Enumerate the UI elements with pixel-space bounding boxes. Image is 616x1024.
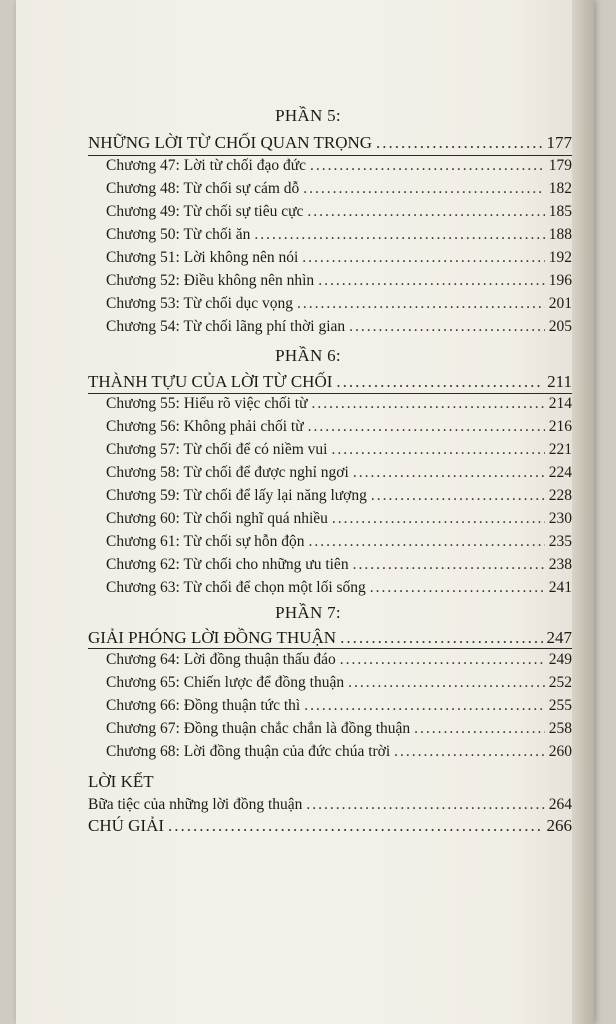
chapter-page-number: 224 — [548, 464, 572, 481]
section-title: THÀNH TỰU CỦA LỜI TỪ CHỐI — [88, 372, 333, 391]
chapter-page-number: 214 — [548, 395, 572, 412]
page-edge — [572, 0, 594, 1024]
toc-entry-ch49[interactable] — [106, 203, 572, 221]
chapter-label: Chương 60: Từ chối nghĩ quá nhiều — [106, 510, 328, 527]
chapter-page-number: 182 — [548, 180, 572, 197]
leader-dots — [297, 295, 545, 313]
section-part-7[interactable] — [88, 628, 572, 648]
section-rule — [88, 155, 572, 156]
section-rule — [88, 648, 572, 649]
chapter-page-number: 192 — [548, 249, 572, 266]
chapter-label: Chương 54: Từ chối lãng phí thời gian — [106, 318, 346, 335]
section-page-number: 177 — [546, 133, 572, 152]
notes-page-number: 266 — [546, 816, 572, 835]
leader-dots — [254, 226, 544, 244]
chapter-label: Chương 52: Điều không nên nhìn — [106, 272, 315, 289]
toc-entry-ch64[interactable] — [106, 651, 572, 669]
section-rule — [88, 393, 572, 394]
chapter-page-number: 238 — [548, 556, 572, 573]
leader-dots — [370, 579, 545, 597]
leader-dots — [312, 395, 545, 413]
chapter-page-number: 221 — [548, 441, 572, 458]
leader-dots — [414, 720, 545, 738]
chapter-page-number: 241 — [548, 579, 572, 596]
toc-entry-ch58[interactable] — [106, 464, 572, 482]
toc-entry-ch62[interactable] — [106, 556, 572, 574]
toc-entry-ch60[interactable] — [106, 510, 572, 528]
section-part-5[interactable] — [88, 133, 572, 153]
toc-entry-ch68[interactable] — [106, 743, 572, 761]
chapter-label: Chương 58: Từ chối để được nghỉ ngơi — [106, 464, 349, 481]
toc-entry-ch55[interactable] — [106, 395, 572, 413]
leader-dots — [349, 318, 545, 336]
leader-dots — [310, 157, 545, 175]
chapter-page-number: 235 — [548, 533, 572, 550]
chapter-label: Chương 67: Đồng thuận chắc chắn là đồng thuận — [106, 720, 411, 737]
leader-dots — [332, 510, 545, 528]
chapter-label: Chương 61: Từ chối sự hỗn độn — [106, 533, 305, 550]
toc-entry-ch63[interactable] — [106, 579, 572, 597]
toc-entry-epilogue[interactable] — [88, 796, 572, 814]
chapter-label: Chương 65: Chiến lược để đồng thuận — [106, 674, 345, 691]
chapter-label: Chương 62: Từ chối cho những ưu tiên — [106, 556, 349, 573]
leader-dots — [376, 133, 542, 153]
chapter-page-number: 201 — [548, 295, 572, 312]
chapter-page-number: 252 — [548, 674, 572, 691]
section-page-number: 211 — [547, 372, 572, 391]
toc-entry-ch52[interactable] — [106, 272, 572, 290]
chapter-label: Chương 59: Từ chối để lấy lại năng lượng — [106, 487, 367, 504]
chapter-page-number: 188 — [548, 226, 572, 243]
toc-entry-ch57[interactable] — [106, 441, 572, 459]
chapter-page-number: 228 — [548, 487, 572, 504]
leader-dots — [340, 628, 542, 648]
notes-label: CHÚ GIẢI — [88, 816, 165, 835]
chapter-page-number: 230 — [548, 510, 572, 527]
chapter-page-number: 179 — [548, 157, 572, 174]
leader-dots — [318, 272, 545, 290]
chapter-page-number: 196 — [548, 272, 572, 289]
toc-entry-ch56[interactable] — [106, 418, 572, 436]
leader-dots — [331, 441, 544, 459]
toc-entry-ch66[interactable] — [106, 697, 572, 715]
chapter-page-number: 205 — [548, 318, 572, 335]
chapter-label: Chương 63: Từ chối để chọn một lối sống — [106, 579, 366, 596]
part-6-heading: PHẦN 6: — [275, 346, 341, 365]
chapter-label: Chương 49: Từ chối sự tiêu cực — [106, 203, 304, 220]
leader-dots — [371, 487, 545, 505]
section-page-number: 247 — [546, 628, 572, 647]
chapter-label: Chương 56: Không phải chối từ — [106, 418, 304, 435]
chapter-label: Chương 57: Từ chối để có niềm vui — [106, 441, 328, 458]
chapter-label: Chương 53: Từ chối dục vọng — [106, 295, 294, 312]
chapter-label: Chương 55: Hiểu rõ việc chối từ — [106, 395, 308, 412]
section-title: NHỮNG LỜI TỪ CHỐI QUAN TRỌNG — [88, 133, 373, 152]
leader-dots — [394, 743, 545, 761]
chapter-page-number: 255 — [548, 697, 572, 714]
leader-dots — [353, 464, 545, 482]
leader-dots — [303, 180, 544, 198]
toc-entry-notes[interactable] — [88, 816, 572, 836]
toc-entry-ch61[interactable] — [106, 533, 572, 551]
chapter-label: Chương 64: Lời đồng thuận thấu đáo — [106, 651, 336, 668]
leader-dots — [304, 697, 545, 715]
epilogue-title: LỜI KẾT — [88, 772, 154, 791]
toc-entry-ch47[interactable] — [106, 157, 572, 175]
epilogue-label: Bữa tiệc của những lời đồng thuận — [88, 796, 303, 813]
epilogue-page-number: 264 — [548, 796, 572, 813]
toc-entry-ch48[interactable] — [106, 180, 572, 198]
leader-dots — [168, 816, 542, 836]
chapter-label: Chương 48: Từ chối sự cám dỗ — [106, 180, 300, 197]
chapter-label: Chương 51: Lời không nên nói — [106, 249, 299, 266]
toc-entry-ch67[interactable] — [106, 720, 572, 738]
toc-entry-ch50[interactable] — [106, 226, 572, 244]
leader-dots — [302, 249, 544, 267]
section-title: GIẢI PHÓNG LỜI ĐỒNG THUẬN — [88, 628, 337, 647]
leader-dots — [308, 418, 545, 436]
leader-dots — [348, 674, 545, 692]
chapter-page-number: 258 — [548, 720, 572, 737]
part-7-heading: PHẦN 7: — [275, 603, 341, 622]
chapter-page-number: 216 — [548, 418, 572, 435]
chapter-page-number: 249 — [548, 651, 572, 668]
leader-dots — [340, 651, 545, 669]
chapter-page-number: 260 — [548, 743, 572, 760]
chapter-page-number: 185 — [548, 203, 572, 220]
part-5-heading: PHẦN 5: — [275, 106, 341, 125]
leader-dots — [306, 796, 544, 814]
chapter-label: Chương 66: Đồng thuận tức thì — [106, 697, 301, 714]
toc-entry-ch54[interactable] — [106, 318, 572, 336]
chapter-label: Chương 50: Từ chối ăn — [106, 226, 251, 243]
leader-dots — [308, 533, 544, 551]
toc-entry-ch65[interactable] — [106, 674, 572, 692]
chapter-label: Chương 68: Lời đồng thuận của đức chúa trời — [106, 743, 391, 760]
leader-dots — [353, 556, 545, 574]
leader-dots — [307, 203, 544, 221]
toc-entry-ch53[interactable] — [106, 295, 572, 313]
toc-entry-ch59[interactable] — [106, 487, 572, 505]
toc-entry-ch51[interactable] — [106, 249, 572, 267]
leader-dots — [336, 372, 543, 392]
section-part-6[interactable] — [88, 372, 572, 392]
chapter-label: Chương 47: Lời từ chối đạo đức — [106, 157, 307, 174]
